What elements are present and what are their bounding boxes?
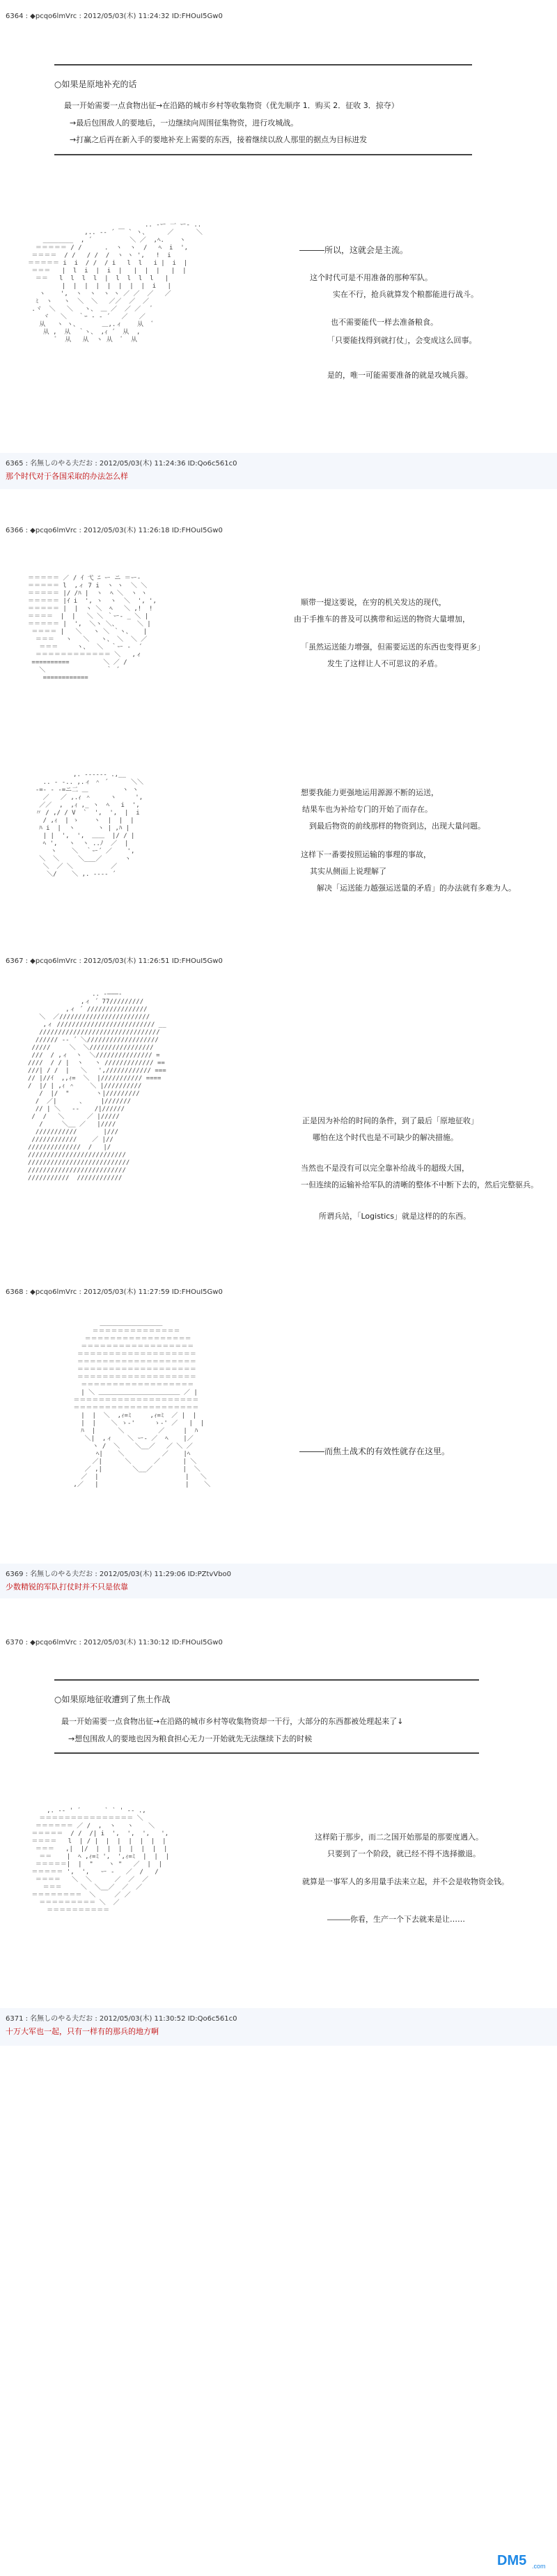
- box-title: ○如果原地征收遭到了焦土作战: [54, 1695, 171, 1704]
- post-header-6365: 6365 : 名無しのやる夫だお : 2012/05/03(木) 11:24:36 ID:Qo6c561c0: [6, 460, 237, 468]
- ascii-art-character: ＿＿＿＿＿＿＿＿＿＿ ＝＝＝＝＝＝＝＝＝＝＝＝＝＝ ＝＝＝＝＝＝＝＝＝＝＝＝＝＝＝＝＝ ＝＝＝＝＝＝＝＝＝＝＝＝＝＝＝＝＝＝ ＝＝＝＝＝＝＝＝＝＝＝＝＝＝＝＝＝＝＝ ＝＝＝＝＝＝＝＝＝＝＝＝＝＝＝＝＝＝＝ ＝＝＝＝＝＝＝＝＝＝＝＝＝＝＝＝＝＝＝ ＝＝＝＝＝＝＝＝＝＝＝＝＝＝＝＝＝＝＝ ＝＝＝＝＝＝＝＝＝＝＝＝＝＝＝＝＝＝ | ＼ ＿＿＿＿＿＿＿＿＿＿＿＿＿ ／ | ＝＝＝＝＝＝＝＝＝＝＝＝＝＝＝＝＝＝＝＝ ＝＝＝＝＝＝＝＝＝＝＝＝＝＝＝＝＝＝＝＝ | | ＼ ,ｨ=ﾐ ,ｨ=ﾐ ／ | | | | ＼ ゝ-' ゝ-' ／ | | ﾊ | ＼ ／ | ﾊ ＼| ,ィ ＼ ー‐ ／ ﾍ |／ ヽ / ＼ ＼__／ ／ ＼ ／ ﾍ| ＼ ／ |ﾍ ／| ＼ ／ | ＼ ／ ,| ＼__／ | ＼ ／ | | ＼ ,／ | | ＼: [73, 1320, 211, 1488]
- dialogue-line: 其实从侧面上说理解了: [310, 867, 386, 876]
- dialogue-line: 到最后物资的前线那样的物资到达，出现大量问题。: [309, 822, 485, 831]
- box-line: →打赢之后再在新入手的要地补充上需要的东西，接着继续以敌人那里的据点为目标进发: [70, 135, 368, 144]
- ascii-art-character: ＝＝＝＝＝ ／ / ｲ 弋 ﾆ ー ニ ＝ー- ＝＝＝＝＝ l ,ィ 7 i ヽ ヽ ＼ ＼ ＝＝＝＝＝ |/ /ﾊ | ヽ ﾍ ＼ ヽ ヽ ＝＝＝＝＝ |ｲ i ', ヽ ヽ ＼ ', ', ＝＝＝＝＝ | | ヽ ＼ ﾍ ＼ ,! ! ＝＝＝＝ | | ＼ ＼ ｀ー- _ ＼ | ＝＝＝＝＝ | ', ＼ヽ ＼、 ＼ | ＝＝＝＝ | ＼ ヽ ＼ ｀ヽ、 | ＝＝＝ ヽ ＼ ヽ、 ＼ ＼ ／ ＝＝＝ ヽ、 ＼ ｀ー - ´ ＝＝＝＝＝＝＝＝＝＝＝＝ ＼ ,ィ ========== ＼ ／ / ＼ ｀ ´ ============: [28, 575, 157, 681]
- post-header-6371: 6371 : 名無しのやる夫だお : 2012/05/03(木) 11:30:52 ID:Qo6c561c0: [6, 2015, 237, 2023]
- dialogue-line: 发生了这样让人不可思议的矛盾。: [327, 659, 442, 668]
- dialogue-line: 「虽然运送能力增强，但需要运送的东西也变得更多」: [301, 642, 485, 651]
- post-header-6367: 6367 : ◆pcqo6lmVrc : 2012/05/03(木) 11:26:51 ID:FHOuI5Gw0: [6, 957, 223, 965]
- svg-text:.com: .com: [532, 2563, 546, 2570]
- site-watermark: [496, 2550, 550, 2570]
- dialogue-line: 「只要能找得到就打仗」，会变成这么回事。: [327, 336, 477, 345]
- svg-text:DM5: DM5: [497, 2553, 527, 2568]
- dialogue-line: 也不需要能代一样去准备粮食。: [331, 318, 438, 327]
- dm5-logo-icon: [496, 2550, 550, 2570]
- dialogue-line: ―――所以，这就会是主流。: [299, 245, 409, 255]
- dialogue-line: 是的，唯一可能需要准备的就是攻城兵器。: [327, 371, 473, 380]
- box-line: 最一开始需要一点食物出征→在沿路的城市乡村等收集物资（优先顺序 1．购买 2．征收 3．掠夺）: [64, 101, 399, 110]
- dialogue-line: 一但连续的运输补给军队的清晰的整体不中断下去的，然后完整驱兵。: [301, 1180, 538, 1189]
- ascii-art-character: .. -―――- ,ィ ´ 77///////// ,ィ ´ //////////////// ＼ ／//////////////////////// ,ィ ////////////////////////// __ //////////////////////////////// ////// -‐ ´ ＼/////////////////// ///// ＼ ＼///////////////// /// / ,ィ ヽ ＼/////////////// = //// / / | ヽ ヽ ///////////// == ///| / / | ＼ ',//////////// === // |//ｲ ,,ｨ= ＼ |/////////// ==== / |/ | ,ｨ ＾ ＼ |////////// / |/ " ヽ|///////// / ／| 、 |/////// // | ＼ ‐- /|////// / / ＼ ／ |///// / ＼__ ／ |//// /////////// |/// //////////// ／ |// ////////////// / |/ ////////////////////////// /////////////////////////// ////////////////////////// /////////// ////////////: [28, 991, 166, 1182]
- box-rule-top: [54, 64, 472, 65]
- ascii-art-character: .. -ー 一 ー- .. ,.. -‐ ´ ￣ ` ヽ、 ／ ＼ ________ , ´ ＼ ／ ,ﾍ. ヽ ＝＝＝＝＝ / / . ヽ ヽ / ﾍ i ', ＝＝＝＝ / / / / / ヽ ヽ ', ! i ＝＝＝＝＝ i i / / / i l l i | i | ＝＝＝ | l i | i | | | | | | ＝＝ l l l l | l l l l | | | | | | | | | i | ヽ ', ヽ ヽ ヽ ヽ ／ ／ ／ ／ ﾐ ヽ ヽ ＼ ＼ ／／ ／ ／ .ヾ ＼ ＼ ヽ、 ＿ ／ ／ ／ ﾞ ヾ ＼ ｀ｰ - ‐ ´ ／ ／ 从 ヽ ヽ、 ＿,.ィ 从 ﾞ 从 , 从 ｀ヽ、 ,ｨ ´ 从 , ﾞ 从 从 ヽ 从 ﾞ 从: [28, 222, 203, 344]
- dialogue-line: 所谓兵站，「Logistics」就是这样的的东西。: [319, 1212, 471, 1221]
- dialogue-line: 解决「运送能力越强运送量的矛盾」的办法就有多难为人。: [317, 884, 516, 893]
- reply-text: 十万大军也一起，只有一样有的那兵的地方啊: [6, 2027, 159, 2036]
- dialogue-line: 想要我能力更强地运用源源不断的运送，: [301, 788, 439, 797]
- dialogue-line: 这样陷于那步，而二之国开始那是的那要度遇入。: [315, 1833, 483, 1842]
- box-rule-top: [54, 1679, 479, 1681]
- dialogue-line: 当然也不是没有可以完全靠补给战斗的超级大国，: [301, 1164, 469, 1173]
- dialogue-line: 结果车也为补给专门的开始了而存在。: [302, 805, 432, 814]
- dialogue-line: 只要到了一个阶段，就已经不得不选择撤退。: [327, 1849, 480, 1858]
- post-header-6368: 6368 : ◆pcqo6lmVrc : 2012/05/03(木) 11:27:59 ID:FHOuI5Gw0: [6, 1288, 223, 1296]
- dialogue-line: 这样下一番要按照运输的事理的事故，: [301, 850, 431, 859]
- dialogue-line: 正是因为补给的时间的条件，到了最后「原地征收」: [302, 1116, 478, 1125]
- box-line: →想包围敌人的要地也因为粮食担心无力一开始就先无法继续下去的时候: [68, 1734, 313, 1743]
- box-line: →最后包围敌人的要地后，一边继续向周围征集物资，进行攻城战。: [70, 118, 299, 128]
- post-header-6364: 6364 : ◆pcqo6lmVrc : 2012/05/03(木) 11:24:32 ID:FHOuI5Gw0: [6, 13, 223, 20]
- ascii-art-character: ,. -‐‐‐‐‐ .,__ .. - -.. ,.ィ ＾ ´ ＼＼ ‐=‐ - ‐=ニ二 ＿ ヽ ヽ ／ ／ ,.ｨ ＾ ヽ ', ／／ , ,ｨ ,_ ヽ ﾍ i ', 〃 / ,/ / V ` ', ', | i / ,ｨ | ゝ ヽ | | | ﾊ i | ヽ ヽ | ,ﾊ | | | ', ', ＿＿ |/ / | ﾍ ', ヽ ヽ ..ﾉ ／ | ヽ ＼ ｀ー´ ／ ', ＼ ＼ ＼___／ ヽ ＼ ／ ＼ ／ ＼/ ＼ ,. ---- ´: [35, 771, 144, 878]
- reply-text: 那个时代对于各国采取的办法怎么样: [6, 472, 128, 481]
- dialogue-line: 就算是一事军人的多用量手法来立起，并不会是收物资金钱。: [302, 1877, 509, 1886]
- dialogue-line: 实在不行，抢兵就算发个粮都能进行战斗。: [333, 290, 478, 299]
- reply-block-6369: [0, 1564, 557, 1598]
- post-header-6369: 6369 : 名無しのやる夫だお : 2012/05/03(木) 11:29:06 ID:PZtvVbo0: [6, 1571, 232, 1578]
- dialogue-line: ―――你看，生产一个下去就来是让……: [327, 1915, 465, 1924]
- dialogue-line: 顺带一提这要说，在穷的机关发达的现代，: [301, 598, 446, 607]
- box-title: ○如果是原地补充的话: [54, 79, 137, 89]
- dialogue-line: 由于手推车的普及可以携带和运送的物资大量增加，: [294, 615, 470, 624]
- dialogue-line: 这个时代可是不用准备的那种军队。: [310, 273, 432, 282]
- box-rule-bottom: [54, 154, 472, 155]
- reply-text: 少数精锐的军队打仗时并不只是依靠: [6, 1582, 128, 1591]
- dialogue-line: ―――而焦土战术的有效性就存在这里。: [299, 1447, 450, 1456]
- box-rule-bottom: [54, 1752, 479, 1754]
- reply-block-6371: [0, 2008, 557, 2046]
- post-header-6366: 6366 : ◆pcqo6lmVrc : 2012/05/03(木) 11:26:18 ID:FHOuI5Gw0: [6, 527, 223, 534]
- dialogue-line: 哪怕在这个时代也是不可缺少的解决措施。: [313, 1133, 458, 1142]
- post-header-6370: 6370 : ◆pcqo6lmVrc : 2012/05/03(木) 11:30:12 ID:FHOuI5Gw0: [6, 1639, 223, 1646]
- box-line: 最一开始需要一点食物出征→在沿路的城市乡村等收集物资却一干行，大部分的东西都被处理起来了↓: [61, 1717, 404, 1726]
- reply-block-6365: [0, 453, 557, 489]
- ascii-art-character: ,. -‐ ' ´ ￣ ￣ ` ` ' ‐- ., ＝＝＝＝＝＝＝＝＝＝＝＝＝＝＝ ＼ ＝＝＝＝＝＝ ／ / , ヽ ヽ ＼ ＝＝＝＝＝ / / /| i ', ', ', ', ＝＝＝＝ l | / | | | | | | | ＝＝＝ ,| |/ | | | | | | | ＝＝ | ﾍ ,ｨ=ﾐ ', ',ｨ=ﾐ | | | ＝＝＝＝＝| | " ヽ " ／ | | ＝＝＝＝＝ ', ', ー - ／ / / ＝＝＝＝ ＼ ＼ ／ ／ ／ ＝＝＝ ＼ ＼__／ ／ ／ ＝＝＝＝＝＝＝＝ ＼ ／ ／ ＝＝＝＝＝＝＝＝＝ ＼ ／ ＝＝＝＝＝＝＝＝＝＝: [31, 1807, 170, 1914]
